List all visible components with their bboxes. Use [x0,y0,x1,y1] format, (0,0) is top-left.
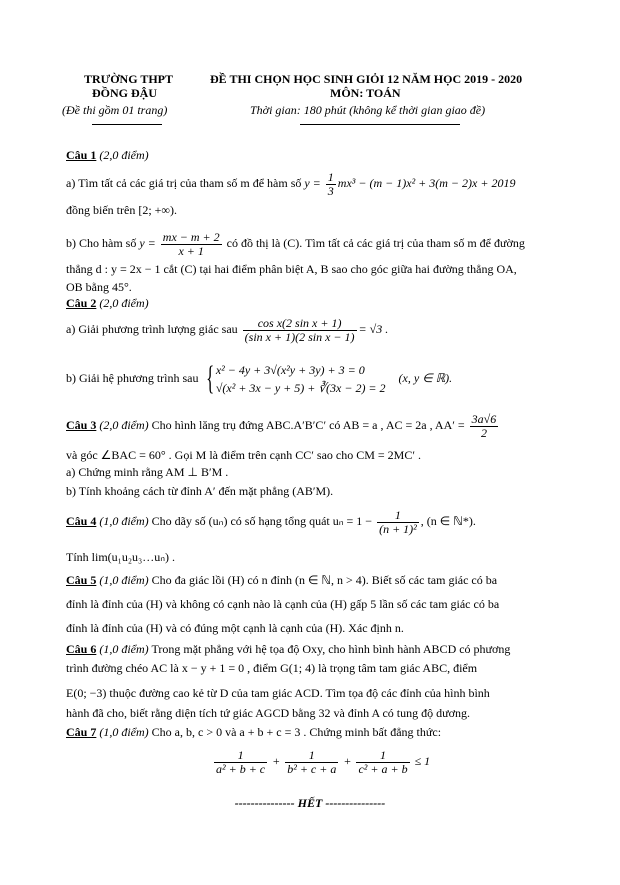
exam-time: Thời gian: 180 phút (không kể thời gian giao đề) [250,103,486,117]
q3-fraction [470,413,499,440]
q1a-formula-post: mx³ − (m − 1)x² + 3(m − 2)x + 2019 [337,176,516,190]
q2b-brace: { [205,360,214,398]
school-name-line1: TRƯỜNG THPT [84,72,174,86]
q6-line4: hành đã cho, biết rằng diện tích tứ giác AGCD bằng 32 và đỉnh A có tung độ dương. [66,706,470,720]
q7-f2-den: b² + c + a [287,761,337,776]
q3-line3: a) Chứng minh rằng AM ⊥ B′M . [66,465,229,479]
q2b-line [66,358,452,398]
q1b-frac-den: x + 1 [178,243,204,258]
header-right-rule [300,124,460,125]
q2b-text: b) Giải hệ phương trình sau [66,371,199,385]
q1a-text: a) Tìm tất cả các giá trị của tham số m để hàm số [66,176,302,190]
q1a-frac-num: 1 [327,169,334,184]
q1b-fraction [161,231,222,258]
q4-line2: Tính lim(u₁u₂u₃…uₙ) . [66,550,175,564]
q6-line3: E(0; −3) thuộc đường cao kẻ từ D của tam giác ACD. Tìm tọa độ các đỉnh của hình bình [66,686,490,700]
q7-fraction-1 [214,749,267,776]
q2a-rhs: = √3 . [358,322,389,336]
exam-subject: MÔN: TOÁN [330,86,401,100]
q2-label: Câu 2 [66,296,97,310]
q6-text1: Trong mặt phẳng với hệ tọa độ Oxy, cho hình bình hành ABCD có phương [148,642,511,656]
school-name-line2: ĐỒNG ĐẬU [92,86,157,100]
q7-f3-den: c² + a + b [358,761,408,776]
q1a-formula-pre: y = [304,176,321,190]
q4-line1 [66,506,476,536]
q2b-domain: (x, y ∈ ℝ). [398,371,453,385]
q3-label: Câu 3 [66,418,97,432]
q3-line1 [66,410,500,440]
q7-f3-num: 1 [356,749,409,763]
q2-heading [66,296,149,310]
q7-label: Câu 7 [66,725,97,739]
q7-fraction-2 [285,749,338,776]
q1a-line2: đồng biến trên [2; +∞). [66,203,177,217]
q6-line2: trình đường chéo AC là x − y + 1 = 0 , điểm G(1; 4) là trọng tâm tam giác ABC, điểm [66,661,478,675]
q1b-text: b) Cho hàm số [66,236,137,250]
q7-inequality [212,744,430,778]
q7-line1 [66,725,441,739]
q1b-formula-pre: y = [139,236,156,250]
q1a-line [66,168,515,198]
q5-line1 [66,573,497,587]
pages-note: (Đề thi gồm 01 trang) [62,103,168,117]
q4-fraction [377,509,419,536]
q1b-frac-num: mx − m + 2 [162,229,220,244]
q1b-line [66,228,525,258]
q1b-line2: thẳng d : y = 2x − 1 cắt (C) tại hai điểm phân biệt A, B sao cho góc giữa hai đường thẳng OA, [66,262,517,276]
q5-label: Câu 5 [66,573,97,587]
q5-line3: đỉnh là đỉnh của (H) và có đúng một cạnh là cạnh của (H). Xác định n. [66,621,404,635]
q1a-fraction [326,171,336,198]
q1-points: (2,0 điểm) [96,148,149,162]
end-marker: --------------- HẾT --------------- [234,796,386,810]
q6-line1 [66,642,510,656]
q7-plus-2: + [343,754,352,768]
header-left-rule [92,124,162,125]
q7-f1-den: a² + b + c [216,761,266,776]
q2b-system [216,361,386,397]
q7-rhs: ≤ 1 [414,754,431,768]
q3-line2: và góc ∠BAC = 60° . Gọi M là điểm trên cạnh CC′ sao cho CM = 2MC′ . [66,448,421,462]
q2-points: (2,0 điểm) [96,296,149,310]
q1b-line3: OB bằng 45°. [66,280,132,294]
q5-points: (1,0 điểm) [96,573,149,587]
q7-fraction-3 [356,749,409,776]
q2a-line [66,314,388,344]
q4-text2: , (n ∈ ℕ*). [420,514,476,528]
q5-text1: Cho đa giác lồi (H) có n đỉnh (n ∈ ℕ, n > 4). Biết số các tam giác có ba [148,573,498,587]
q1b-text2: có đồ thị là (C). Tìm tất cả các giá trị của tham số m để đường [226,236,525,250]
q2a-text: a) Giải phương trình lượng giác sau [66,322,238,336]
q6-points: (1,0 điểm) [96,642,149,656]
q2a-frac-den: (sin x + 1)(2 sin x − 1) [244,329,355,344]
q5-line2: đỉnh là đỉnh của (H) và không có cạnh nào là cạnh của (H) gấp 5 lần số các tam giác có ba [66,597,500,611]
q2a-frac-num: cos x(2 sin x + 1) [243,317,357,331]
q4-frac-num: 1 [377,509,419,523]
q1-label: Câu 1 [66,148,97,162]
q1-heading [66,148,149,162]
q4-text1: Cho dãy số (uₙ) có số hạng tổng quát uₙ = 1 − [148,514,373,528]
q4-points: (1,0 điểm) [96,514,149,528]
q1a-frac-den: 3 [327,183,334,198]
q2a-fraction [243,317,357,344]
q2b-eq2: √(x² + 3x − y + 5) + ∛(3x − 2) = 2 [215,381,386,396]
exam-title: ĐỀ THI CHỌN HỌC SINH GIỎI 12 NĂM HỌC 2019 - 2020 [210,72,523,86]
q4-label: Câu 4 [66,514,97,528]
q3-text1: Cho hình lăng trụ đứng ABC.A′B′C′ có AB = a , AC = 2a , AA′ = [148,418,465,432]
q3-frac-num: 3a√6 [471,411,497,426]
q4-frac-den: (n + 1)² [379,521,417,536]
q2b-eq1: x² − 4y + 3√(x²y + 3y) + 3 = 0 [215,363,365,378]
q3-line4: b) Tính khoảng cách từ đỉnh A′ đến mặt phẳng (AB′M). [66,484,334,498]
q7-points: (1,0 điểm) [96,725,149,739]
q7-text1: Cho a, b, c > 0 và a + b + c = 3 . Chứng minh bất đẳng thức: [148,725,442,739]
q3-points: (2,0 điểm) [96,418,149,432]
q7-f2-num: 1 [285,749,338,763]
q7-plus-1: + [272,754,281,768]
q3-frac-den: 2 [480,425,487,440]
q7-f1-num: 1 [214,749,267,763]
q6-label: Câu 6 [66,642,97,656]
